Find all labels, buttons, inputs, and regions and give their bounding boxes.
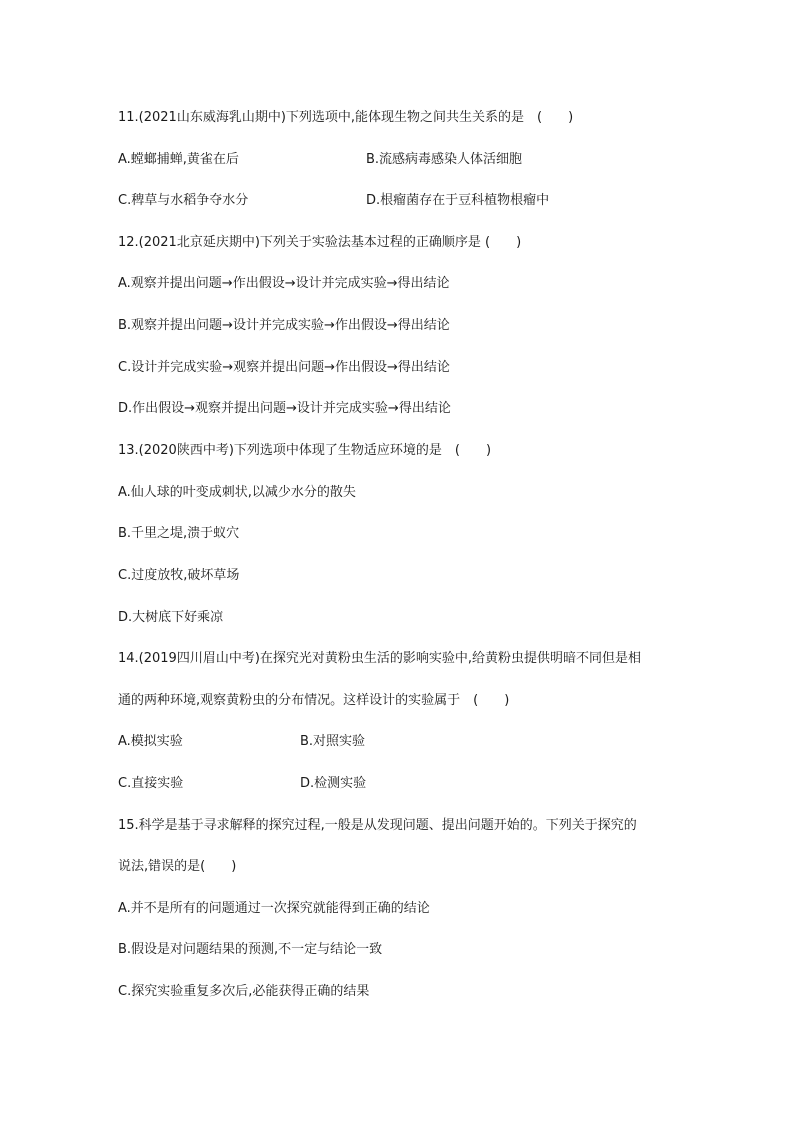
q14-option-c: C.直接实验 [118, 776, 184, 791]
q14-option-a: A.模拟实验 [118, 734, 183, 749]
q15-option-b: B.假设是对问题结果的预测,不一定与结论一致 [118, 942, 383, 957]
q15-stem-line1: 15.科学是基于寻求解释的探究过程,一般是从发现问题、提出问题开始的。下列关于探究的 [118, 818, 637, 833]
q15-option-a: A.并不是所有的问题通过一次探究就能得到正确的结论 [118, 901, 430, 916]
q13-option-c: C.过度放牧,破坏草场 [118, 568, 240, 583]
q12-option-b: B.观察并提出问题→设计并完成实验→作出假设→得出结论 [118, 318, 450, 333]
q13-option-b: B.千里之堤,溃于蚁穴 [118, 526, 240, 541]
q13-option-d: D.大树底下好乘凉 [118, 610, 224, 625]
q14-stem-line1: 14.(2019四川眉山中考)在探究光对黄粉虫生活的影响实验中,给黄粉虫提供明暗不同但是相 [118, 651, 642, 666]
q11-stem: 11.(2021山东威海乳山期中)下列选项中,能体现生物之间共生关系的是 ( ) [118, 110, 574, 125]
q11-option-c: C.稗草与水稻争夺水分 [118, 193, 249, 208]
q11-option-d: D.根瘤菌存在于豆科植物根瘤中 [366, 193, 550, 208]
q14-option-b: B.对照实验 [300, 734, 366, 749]
q12-option-d: D.作出假设→观察并提出问题→设计并完成实验→得出结论 [118, 401, 451, 416]
q13-option-a: A.仙人球的叶变成刺状,以减少水分的散失 [118, 485, 356, 500]
q13-stem: 13.(2020陕西中考)下列选项中体现了生物适应环境的是 ( ) [118, 443, 492, 458]
q11-option-b: B.流感病毒感染人体活细胞 [366, 152, 523, 167]
q11-option-a: A.螳螂捕蝉,黄雀在后 [118, 152, 239, 167]
q14-option-d: D.检测实验 [300, 776, 367, 791]
q12-option-c: C.设计并完成实验→观察并提出问题→作出假设→得出结论 [118, 360, 450, 375]
q15-option-c: C.探究实验重复多次后,必能获得正确的结果 [118, 984, 370, 999]
q15-stem-line2: 说法,错误的是( ) [118, 859, 237, 874]
q12-option-a: A.观察并提出问题→作出假设→设计并完成实验→得出结论 [118, 276, 450, 291]
q14-stem-line2: 通的两种环境,观察黄粉虫的分布情况。这样设计的实验属于 ( ) [118, 693, 510, 708]
q12-stem: 12.(2021北京延庆期中)下列关于实验法基本过程的正确顺序是 ( ) [118, 235, 522, 250]
